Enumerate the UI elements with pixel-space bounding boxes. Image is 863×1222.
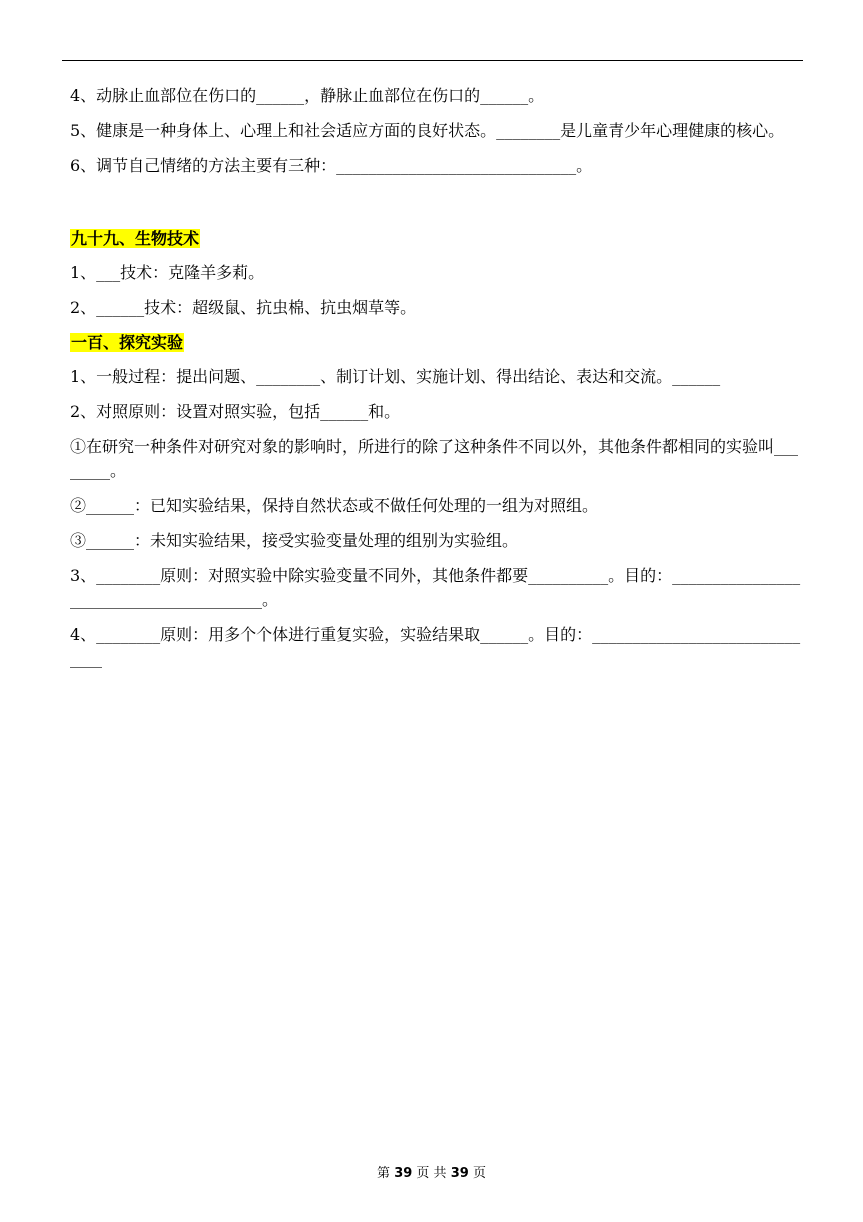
- question-6: 6、调节自己情绪的方法主要有三种：______________________________。: [70, 156, 593, 175]
- section-100-item-2b: ②______：已知实验结果，保持自然状态或不做任何处理的一组为对照组。: [70, 496, 599, 515]
- section-100-item-2c: ③______：未知实验结果，接受实验变量处理的组别为实验组。: [70, 531, 519, 550]
- section-100-item-4: 4、________原则：用多个个体进行重复实验，实验结果取______。目的：______________________________: [70, 625, 801, 668]
- section-100-item-3: 3、________原则：对照实验中除实验变量不同外，其他条件都要__________。目的：________________________________________。: [70, 566, 801, 609]
- section-gap: [70, 189, 803, 227]
- section-100-item-2: 2、对照原则：设置对照实验，包括______和。: [70, 402, 401, 421]
- footer-middle: 页 共: [416, 1166, 447, 1181]
- section-100-item-2a: ①在研究一种条件对研究对象的影响时，所进行的除了这种条件不同以外，其他条件都相同的实验叫________。: [70, 437, 799, 480]
- footer-prefix: 第: [377, 1166, 391, 1181]
- section-100-item-1: 1、一般过程：提出问题、________、制订计划、实施计划、得出结论、表达和交流。______: [70, 367, 721, 386]
- footer-suffix: 页: [472, 1166, 486, 1181]
- section-100-title: 一百、探究实验: [71, 333, 184, 352]
- section-99-item-1: 1、___技术：克隆羊多莉。: [70, 263, 265, 282]
- question-4: 4、动脉止血部位在伤口的______，静脉止血部位在伤口的______。: [70, 86, 545, 105]
- question-5: 5、健康是一种身体上、心理上和社会适应方面的良好状态。________是儿童青少年心理健康的核心。: [70, 121, 785, 140]
- header-rule: [62, 60, 803, 61]
- section-100-heading: [70, 331, 803, 355]
- document-body: [70, 84, 803, 682]
- footer-page-number: 39: [394, 1166, 413, 1181]
- section-99-item-2: 2、______技术：超级鼠、抗虫棉、抗虫烟草等。: [70, 298, 417, 317]
- page-footer: [0, 1164, 863, 1184]
- section-99-title: 九十九、生物技术: [71, 229, 200, 248]
- footer-total-pages: 39: [450, 1166, 469, 1181]
- section-99-heading: [70, 227, 803, 251]
